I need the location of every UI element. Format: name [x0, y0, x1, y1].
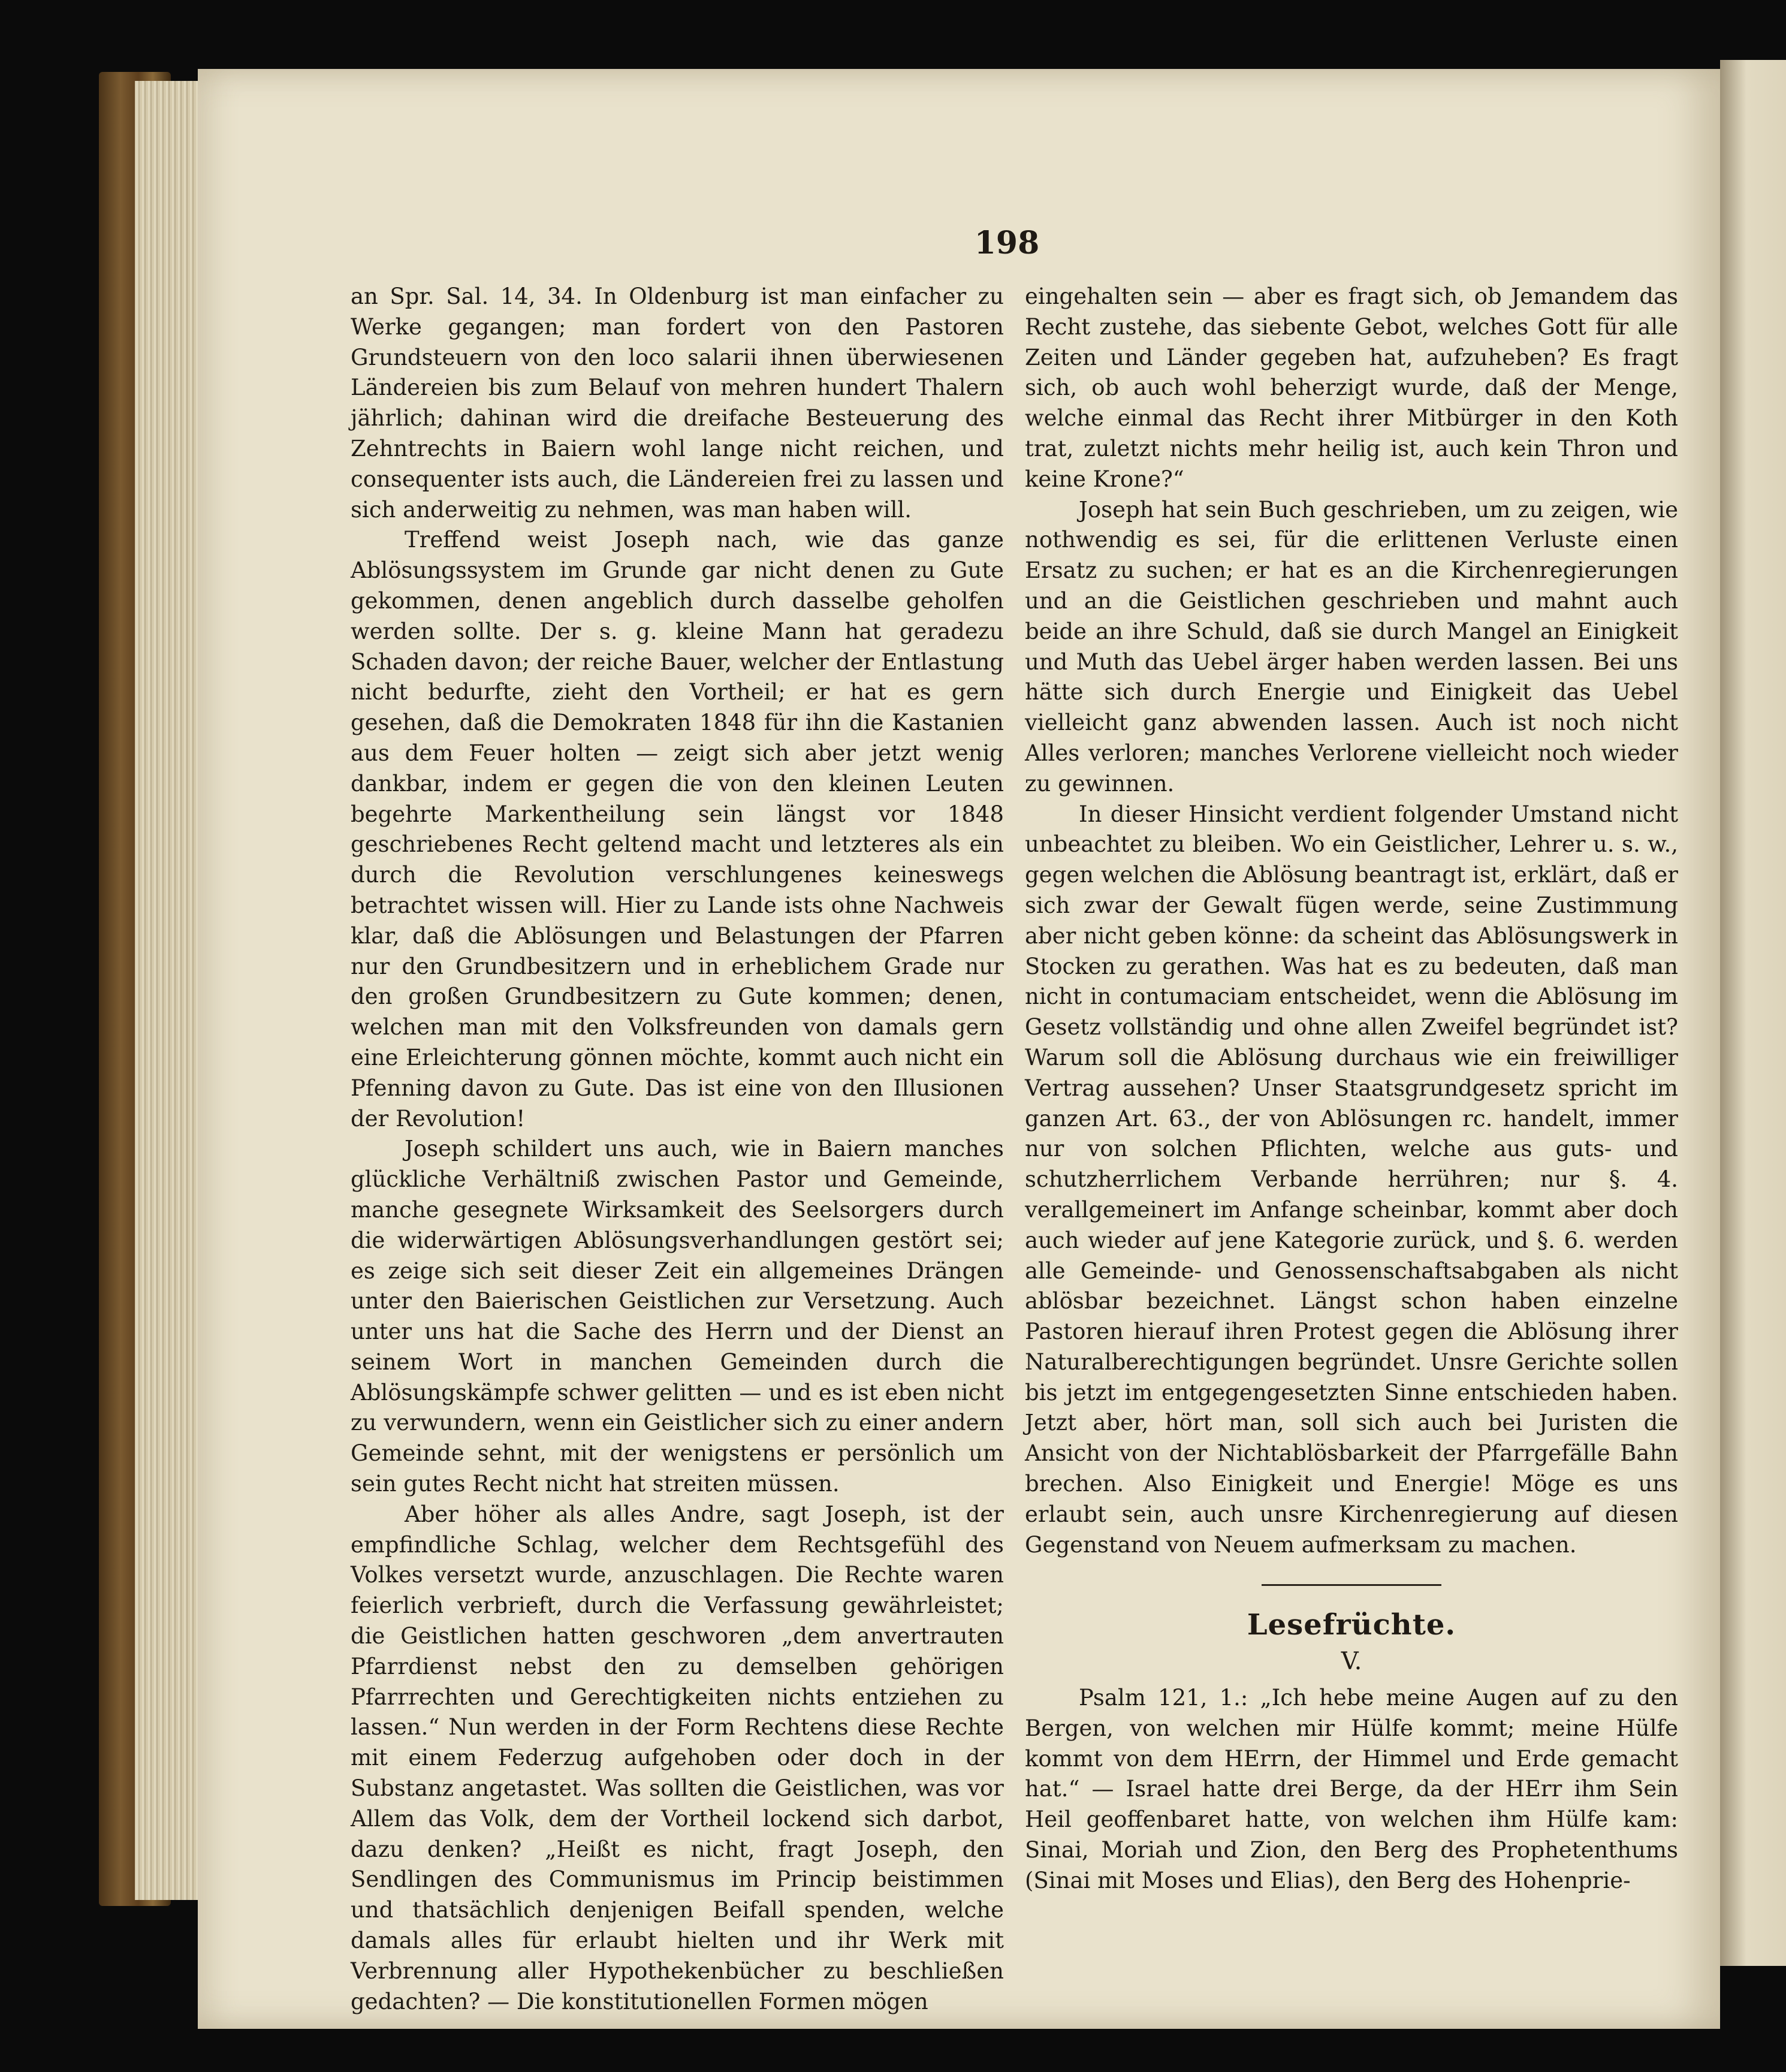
section-divider [1262, 1584, 1441, 1586]
section-title: Lesefrüchte. [1247, 1608, 1456, 1642]
left-paragraph-4: Aber höher als alles Andre, sagt Joseph, ist der empfindliche Schlag, welcher dem Rechtsgefühl des Volkes versetzt wurde, anzuschlagen. Die Rechte waren feierlich verbrieft, durch die Verfassung gewährleistet; die Geistlichen hatten geschworen „dem anvertrauten Pfarrdienst nebst den zu demselben gehörigen Pfarrrechten und Gerechtigkeiten nichts entziehen zu lassen.“ Nun werden in der Form Rechtens diese Rechte mit einem Federzug aufgehoben oder doch in der Substanz angetastet. Was sollten die Geistlichen, was vor Allem das Volk, dem der Vortheil lockend sich darbot, dazu denken? „Heißt es nicht, fragt Joseph, den Sendlingen des Communismus im Princip beistimmen und thatsächlich denjenigen Beifall spenden, welche damals alles für erlaubt hielten und ihr Werk mit Verbrennung aller Hypothekenbücher zu beschließen gedachten? — Die konstitutionellen Formen mögen [351, 1501, 1004, 2014]
left-paragraph-2: Treffend weist Joseph nach, wie das ganze Ablösungssystem im Grunde gar nicht denen zu Gute gekommen, denen angeblich durch dasselbe geholfen werden sollte. Der s. g. kleine Mann hat geradezu Schaden davon; der reiche Bauer, welcher der Entlastung nicht bedurfte, zieht den Vortheil; er hat es gern gesehen, daß die Demokraten 1848 für ihn die Kastanien aus dem Feuer holten — zeigt sich aber jetzt wenig dankbar, indem er gegen die von den kleinen Leuten begehrte Markentheilung sein längst vor 1848 geschriebenes Recht geltend macht und letzteres als ein durch die Revolution verschlungenes keineswegs betrachtet wissen will. Hier zu Lande ists ohne Nachweis klar, daß die Ablösungen und Belastungen der Pfarren nur den Grundbesitzern und in erheblichem Grade nur den großen Grundbesitzern zu Gute kommen; denen, welchen man mit den Volksfreunden von damals gern eine Erleichterung gönnen möchte, kommt auch nicht ein Pfenning davon zu Gute. Das ist eine von den Illusionen der Revolution! [351, 527, 1004, 1132]
page-number: 198 [974, 225, 1040, 261]
right-paragraph-3: In dieser Hinsicht verdient folgender Umstand nicht unbeachtet zu bleiben. Wo ein Geistlicher, Lehrer u. s. w., gegen welchen die Ablösung beantragt ist, erklärt, daß er sich zwar der Gewalt fügen werde, seine Zustimmung aber nicht geben könne: da scheint das Ablösungswerk in Stocken zu gerathen. Was hat es zu bedeuten, daß man nicht in contumaciam entscheidet, wenn die Ablösung im Gesetz vollständig und ohne allen Zweifel begründet ist? Warum soll die Ablösung durchaus wie ein freiwilliger Vertrag aussehen? Unser Staatsgrundgesetz spricht im ganzen Art. 63., der von Ablösungen rc. handelt, immer nur von solchen Pflichten, welche aus guts- und schutzherrlichem Verbande herrühren; nur §. 4. verallgemeinert im Anfange scheinbar, kommt aber doch auch wieder auf jene Kategorie zurück, und §. 6. werden alle Gemeinde- und Genossenschaftsabgaben als nicht ablösbar bezeichnet. Längst schon haben einzelne Pastoren hierauf ihren Protest gegen die Ablösung ihrer Naturalberechtigungen begründet. Unsre Gerichte sollen bis jetzt im entgegengesetzten Sinne entschieden haben. Jetzt aber, hört man, soll sich auch bei Juristen die Ansicht von der Nichtablösbarkeit der Pfarrgefälle Bahn brechen. Also Einigkeit und Energie! Möge es uns erlaubt sein, auch unsre Kirchenregierung auf diesen Gegenstand von Neuem aufmerksam zu machen. [1025, 801, 1678, 1558]
left-paragraph-1: an Spr. Sal. 14, 34. In Oldenburg ist man einfacher zu Werke gegangen; man fordert von den Pastoren Grundsteuern von den loco salarii ihnen überwiesenen Ländereien bis zum Belauf von mehren hundert Thalern jährlich; dahinan wird die dreifache Besteuerung des Zehntrechts in Baiern wohl lange nicht reichen, und consequenter ists auch, die Ländereien frei zu lassen und sich anderweitig zu nehmen, was man haben will. [351, 283, 1004, 523]
right-paragraph-1: eingehalten sein — aber es fragt sich, ob Jemandem das Recht zustehe, das siebente Gebot, welches Gott für alle Zeiten und Länder gegeben hat, aufzuheben? Es fragt sich, ob auch wohl beherzigt wurde, daß der Menge, welche einmal das Recht ihrer Mitbürger in den Koth trat, zuletzt nichts mehr heilig ist, auch kein Thron und keine Krone?“ [1025, 283, 1678, 492]
section-number: V. [1341, 1648, 1362, 1676]
facing-page-edge [1720, 60, 1786, 1966]
left-paragraph-3: Joseph schildert uns auch, wie in Baiern manches glückliche Verhältniß zwischen Pastor und Gemeinde, manche gesegnete Wirksamkeit des Seelsorgers durch die widerwärtigen Ablösungsverhandlungen gestört sei; es zeige sich seit dieser Zeit ein allgemeines Drängen unter den Baierischen Geistlichen zur Versetzung. Auch unter uns hat die Sache des Herrn und der Dienst an seinem Wort in manchen Gemeinden durch die Ablösungskämpfe schwer gelitten — und es ist eben nicht zu verwundern, wenn ein Geistlicher sich zu einer andern Gemeinde sehnt, mit der wenigstens er persönlich um sein gutes Recht nicht hat streiten müssen. [351, 1136, 1004, 1497]
left-column [351, 282, 1004, 2017]
section-paragraph: Psalm 121, 1.: „Ich hebe meine Augen auf zu den Bergen, von welchen mir Hülfe kommt; meine Hülfe kommt von dem HErrn, der Himmel und Erde gemacht hat.“ — Israel hatte drei Berge, da der HErr ihm Sein Heil geoffenbaret hatte, von welchen ihm Hülfe kam: Sinai, Moriah und Zion, den Berg des Prophetenthums (Sinai mit Moses und Elias), den Berg des Hohenprie- [1025, 1685, 1678, 1893]
right-paragraph-2: Joseph hat sein Buch geschrieben, um zu zeigen, wie nothwendig es sei, für die erlittenen Verluste einen Ersatz zu suchen; er hat es an die Kirchenregierungen und an die Geistlichen geschrieben und mahnt auch beide an ihre Schuld, daß sie durch Mangel an Einigkeit und Muth das Uebel ärger haben werden lassen. Bei uns hätte sich durch Energie und Einigkeit das Uebel vielleicht ganz abwenden lassen. Auch ist noch nicht Alles verloren; manches Verlorene vielleicht noch wieder zu gewinnen. [1025, 496, 1678, 797]
right-column [1025, 282, 1678, 1896]
